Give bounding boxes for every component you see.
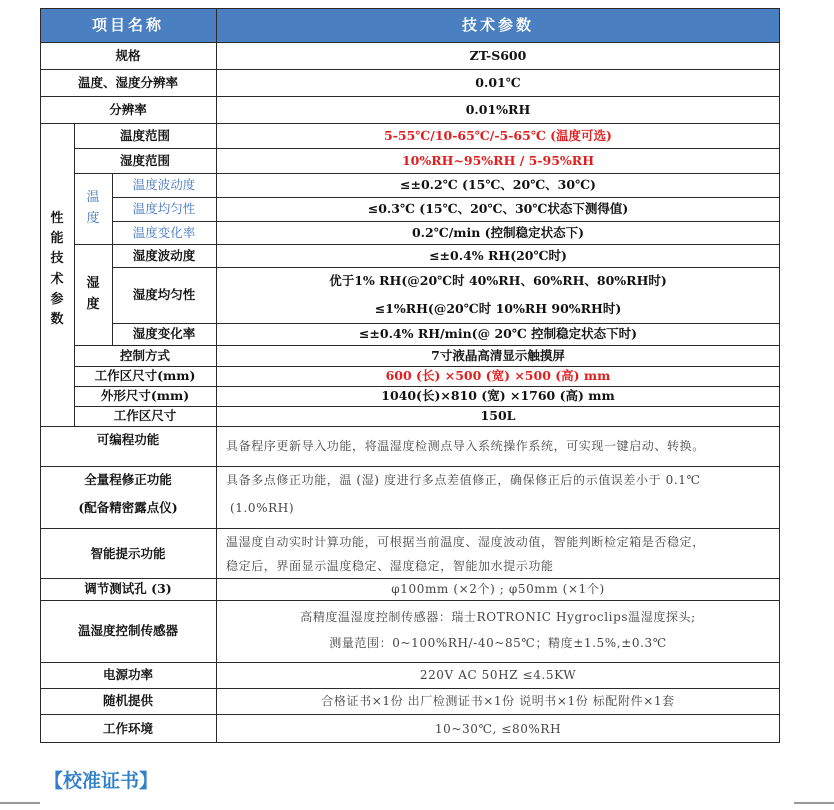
label-control: 控制方式 [119,347,170,363]
value-hum-range: 10%RH~95%RH / 5-95%RH [401,152,595,168]
label-temp-change: 温度变化率 [132,224,196,240]
bottom-edge-left [0,802,40,804]
value-temp-uniform: ≤0.3℃ (15℃、20℃、30℃状态下测得值) [367,201,629,217]
label-work-size: 工作区尺寸(mm) [94,368,196,384]
spec-table [40,8,780,742]
label-correction-line2: (配备精密露点仪) [78,500,178,516]
label-sensor: 温湿度控制传感器 [77,623,178,639]
header-item-name: 项目名称 [40,8,216,42]
value-resolution: 0.01%RH [465,101,531,117]
value-work-volume: 150L [480,408,516,424]
label-spec: 规格 [115,47,141,63]
label-hum-uniform: 湿度均匀性 [132,287,196,303]
value-smart-prompt-line2: 稳定后，界面显示温度稳定、湿度稳定，智能加水提示功能 [226,558,554,573]
label-hum-fluct: 湿度波动度 [132,247,196,263]
value-hum-change: ≤±0.4% RH/min(@ 20℃ 控制稳定状态下时) [358,326,638,342]
label-accessories: 随机提供 [102,693,153,709]
label-correction-line1: 全量程修正功能 [84,472,172,488]
value-accessories: 合格证书×1份 出厂检测证书×1份 说明书×1份 标配附件×1套 [321,693,675,708]
label-smart-prompt: 智能提示功能 [90,546,166,562]
value-outer-size: 1040(长)×810 (宽) ×1760 (高) mm [381,388,615,404]
value-hum-fluct: ≤±0.4% RH(20℃时) [429,247,567,263]
label-resolution: 分辨率 [109,101,147,117]
value-sensor-line1: 高精度温湿度控制传感器：瑞士ROTRONIC Hygroclips温湿度探头; [300,609,696,624]
label-hum-change: 湿度变化率 [132,326,196,342]
value-power: 220V AC 50HZ ≤4.5KW [419,667,577,682]
value-work-size: 600 (长) ×500 (宽) ×500 (高) mm [385,368,611,384]
value-hum-uniform-line2: ≤1%RH(@20℃时 10%RH 90%RH时) [374,301,622,317]
value-temp-change: 0.2℃/min (控制稳定状态下) [411,224,585,240]
label-test-holes: 调节测试孔 (3) [84,581,172,597]
label-resolution-temp-hum: 温度、湿度分辨率 [77,74,178,90]
value-test-holes: φ100mm (×2个) ; φ50mm (×1个) [391,581,605,596]
label-hum-range: 湿度范围 [119,152,170,168]
value-programmable: 具备程序更新导入功能，将温湿度检测点导入系统操作系统，可实现一键启动、转换。 [226,438,705,453]
value-resolution-temp-hum: 0.01℃ [475,74,521,90]
label-temp-uniform: 温度均匀性 [132,201,196,217]
value-sensor-line2: 测量范围：0~100%RH/-40~85℃；精度±1.5%,±0.3℃ [329,635,667,650]
hum-subgroup-label: 湿 度 [86,276,100,312]
value-smart-prompt-line1: 温湿度自动实时计算功能，可根据当前温度、湿度波动值，智能判断检定箱是否稳定， [226,534,705,549]
label-work-volume: 工作区尺寸 [113,408,177,424]
label-power: 电源功率 [102,667,153,683]
label-temp-range: 温度范围 [119,127,170,143]
value-correction-line2: (1.0%RH) [230,500,295,515]
section-title-calibration-certificate: 【校准证书】 [44,770,159,792]
value-environment: 10~30℃, ≤80%RH [434,721,562,736]
value-control: 7寸液晶高清显示触摸屏 [431,347,565,363]
performance-group-label: 性 能 技 术 参 数 [50,211,64,327]
value-correction-line1: 具备多点修正功能，温 (湿) 度进行多点差值修正，确保修正后的示值误差小于 0.1℃ [226,472,701,487]
bottom-edge-right [794,802,834,804]
value-spec: ZT-S600 [469,47,527,63]
label-programmable: 可编程功能 [96,432,160,447]
header-tech-params: 技术参数 [216,8,780,42]
value-hum-uniform-line1: 优于1% RH(@20℃时 40%RH、60%RH、80%RH时) [329,273,667,289]
label-outer-size: 外形尺寸(mm) [100,388,190,404]
value-temp-fluct: ≤±0.2℃ (15℃、20℃、30℃) [400,177,596,193]
temp-subgroup-label: 温 度 [86,190,100,226]
label-temp-fluct: 温度波动度 [132,177,196,193]
value-temp-range: 5-55℃/10-65℃/-5-65℃ (温度可选) [384,127,612,143]
label-environment: 工作环境 [102,721,153,737]
